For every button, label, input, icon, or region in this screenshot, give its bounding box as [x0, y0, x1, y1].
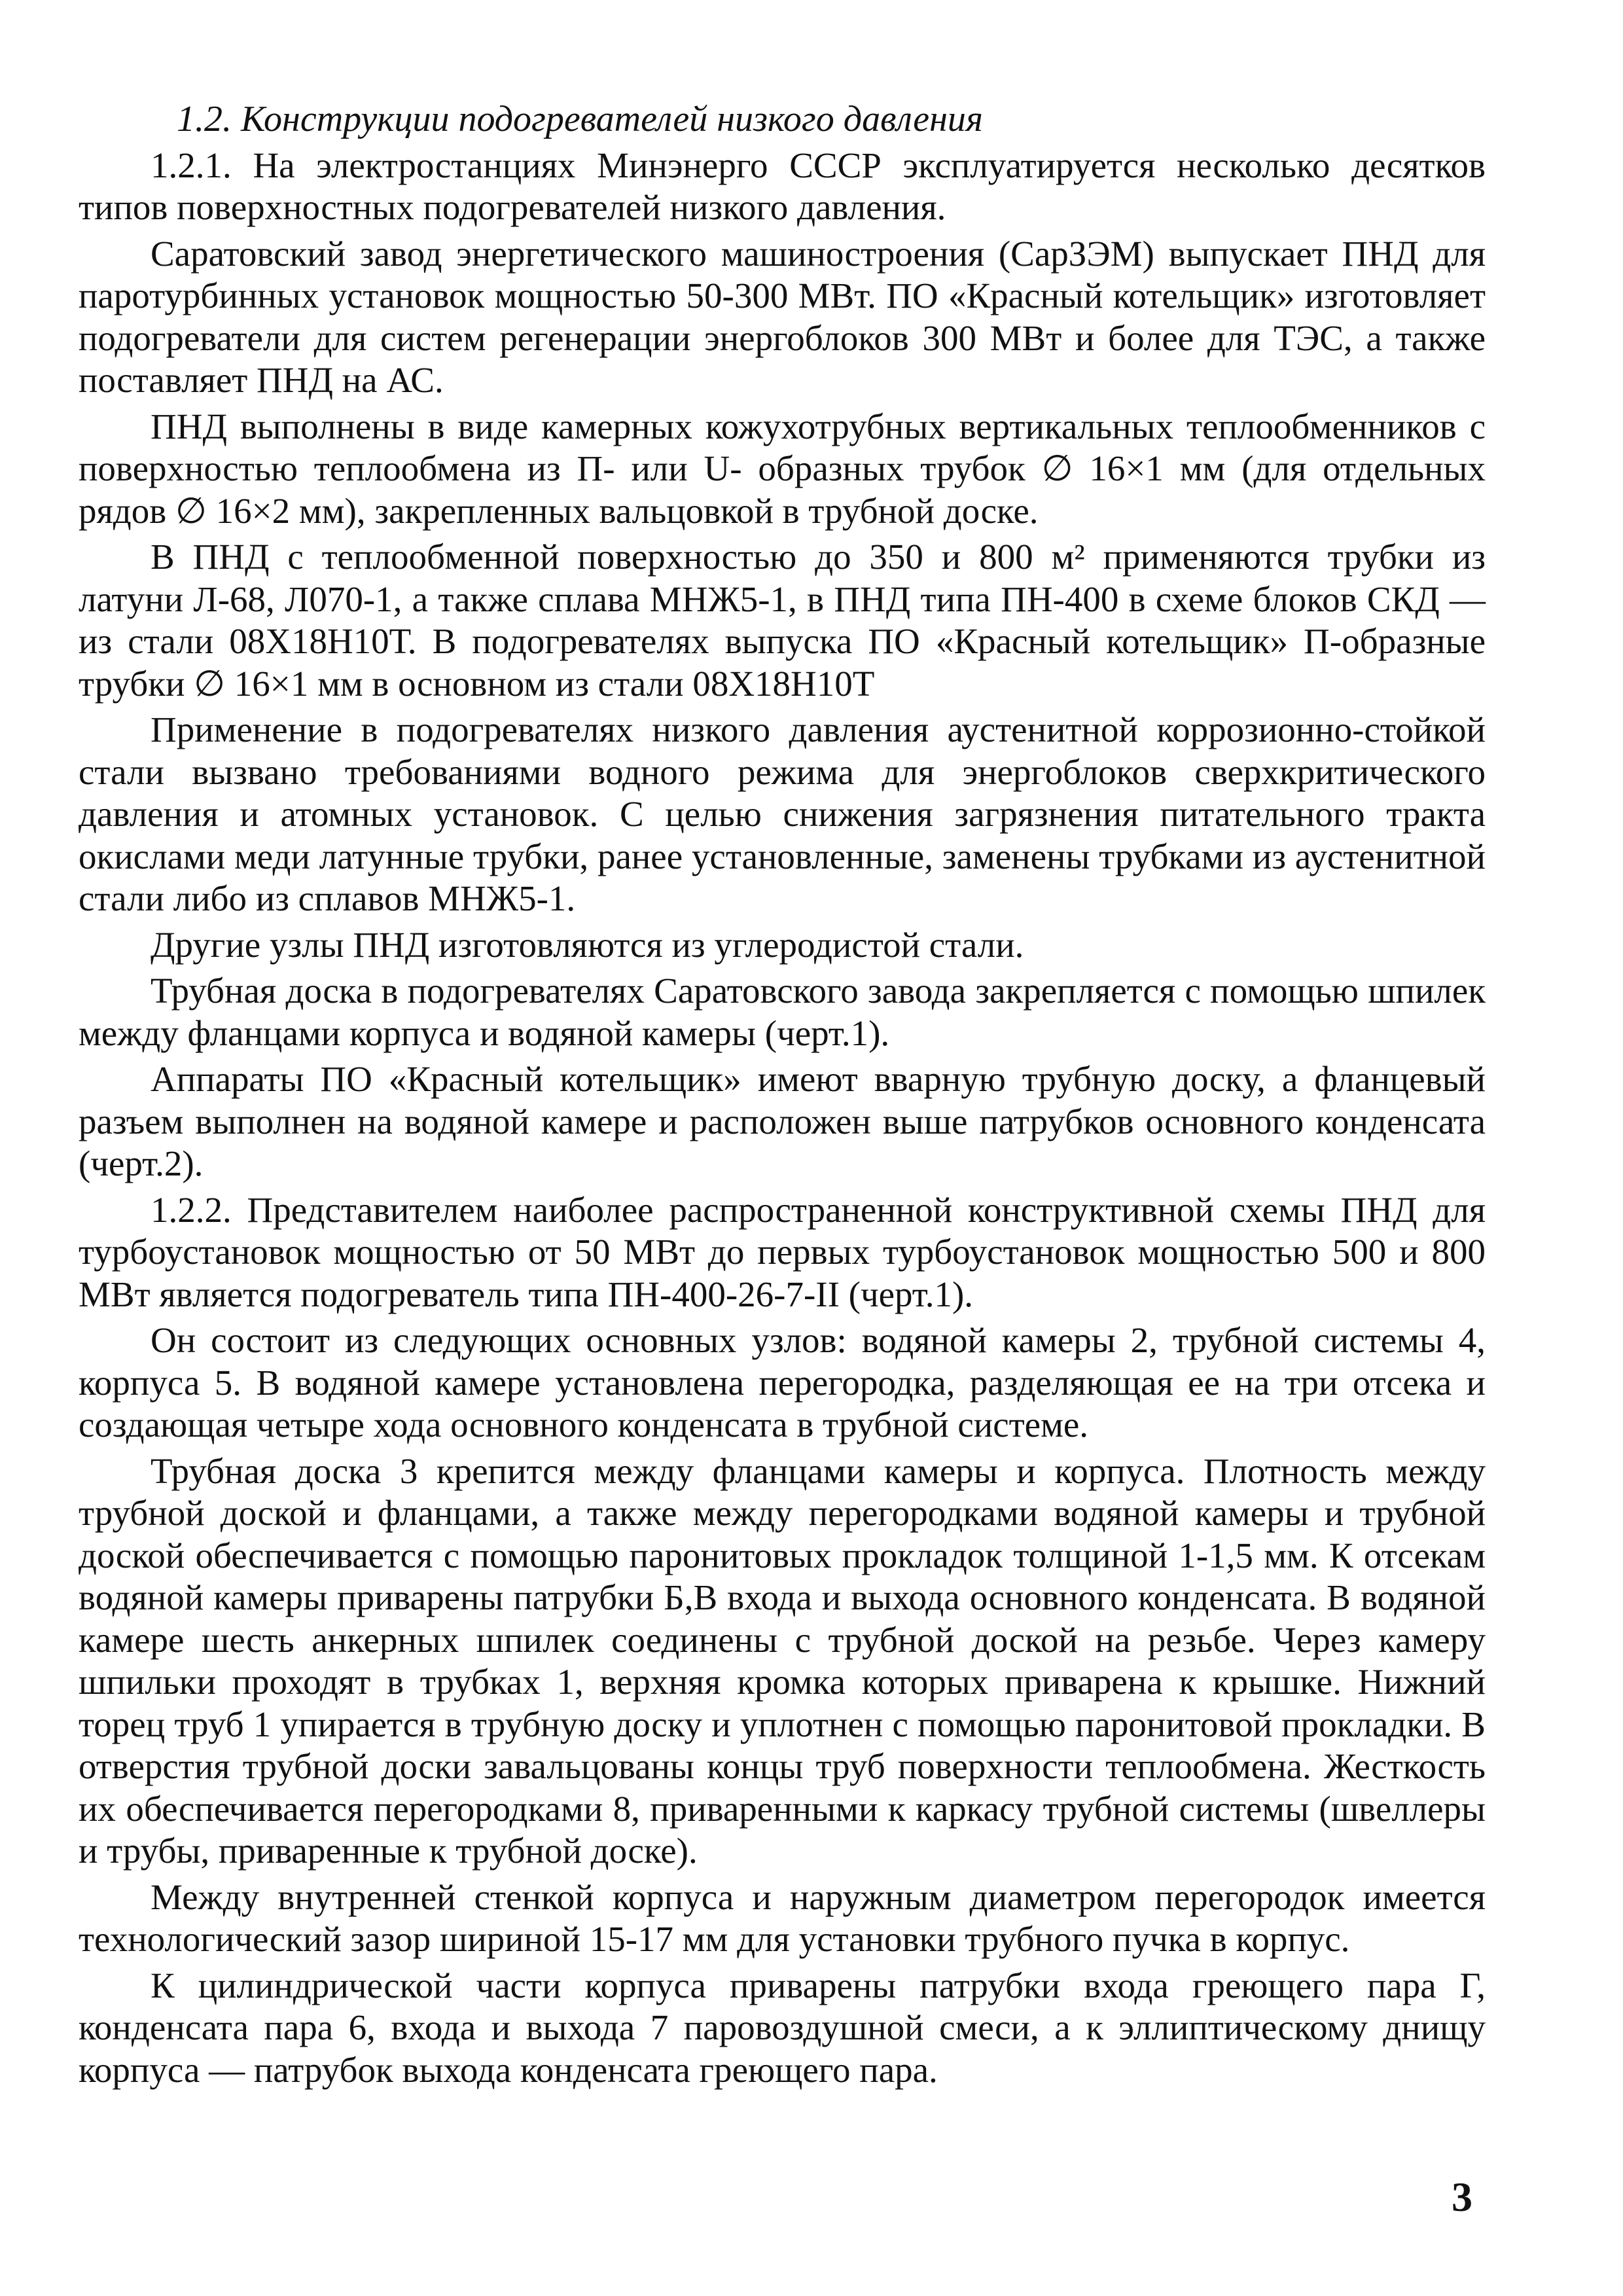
paragraph-5: Применение в подогревателях низкого давления аустенитной коррозионно-стойкой стали вызвано требованиями водного режима для энергоблоков сверхкритического давления и атомных установок. С целью снижения загрязнения питательного тракта окислами меди латунные трубки, ранее установленные, заменены трубками из аустенитной стали либо из сплавов МНЖ5-1.: [79, 709, 1486, 918]
paragraph-11: Трубная доска 3 крепится между фланцами камеры и корпуса. Плотность между трубной доской и фланцами, а также между перегородками водяной камеры и трубной доской обеспечивается с помощью паронитовых прокладок толщиной 1-1,5 мм. К отсекам водяной камеры приварены патрубки Б,В входа и выхода основного конденсата. В водяной камере шесть анкерных шпилек соединены с трубной доской на резьбе. Через камеру шпильки проходят в трубках 1, верхняя кромка которых приварена к крышке. Нижний торец труб 1 упирается в трубную доску и уплотнен с помощью паронитовой прокладки. В отверстия трубной доски завальцованы концы труб поверхности теплообмена. Жесткость их обеспечивается перегородками 8, приваренными к каркасу трубной системы (швеллеры и трубы, приваренные к трубной доске).: [79, 1450, 1486, 1871]
paragraph-2: Саратовский завод энергетического машиностроения (СарЗЭМ) выпускает ПНД для паротурбинных установок мощностью 50-300 МВт. ПО «Красный котельщик» изготовляет подогреватели для систем регенерации энергоблоков 300 МВт и более для ТЭС, а также поставляет ПНД на АС.: [79, 233, 1486, 400]
paragraph-1: 1.2.1. На электростанциях Минэнерго СССР эксплуатируется несколько десятков типов поверхностных подогревателей низкого давления.: [79, 145, 1486, 227]
paragraph-9: 1.2.2. Представителем наиболее распространенной конструктивной схемы ПНД для турбоустановок мощностью от 50 МВт до первых турбоустановок мощностью 500 и 800 МВт является подогреватель типа ПН-400-26-7-II (черт.1).: [79, 1189, 1486, 1314]
paragraph-3: ПНД выполнены в виде камерных кожухотрубных вертикальных теплообменников с поверхностью теплообмена из П- или U- образных трубок ∅ 16×1 мм (для отдельных рядов ∅ 16×2 мм), закрепленных вальцовкой в трубной доске.: [79, 406, 1486, 531]
paragraph-12: Между внутренней стенкой корпуса и наружным диаметром перегородок имеется технологический зазор шириной 15-17 мм для установки трубного пучка в корпус.: [79, 1876, 1486, 1959]
paragraph-4: В ПНД с теплообменной поверхностью до 350 и 800 м² применяются трубки из латуни Л-68, Л070-1, а также сплава МНЖ5-1, в ПНД типа ПН-400 в схеме блоков СКД — из стали 08Х18Н10Т. В подогревателях выпуска ПО «Красный котельщик» П-образные трубки ∅ 16×1 мм в основном из стали 08Х18Н10Т: [79, 537, 1486, 704]
page-number: 3: [1452, 2174, 1472, 2220]
paragraph-13: К цилиндрической части корпуса приварены патрубки входа греющего пара Г, конденсата пара 6, входа и выхода 7 паровоздушной смеси, а к эллиптическому днищу корпуса — патрубок выхода конденсата греющего пара.: [79, 1965, 1486, 2090]
paragraph-6: Другие узлы ПНД изготовляются из углеродистой стали.: [151, 924, 1024, 965]
section-heading: 1.2. Конструкции подогревателей низкого давления: [177, 99, 983, 139]
paragraph-7: Трубная доска в подогревателях Саратовского завода закрепляется с помощью шпилек между фланцами корпуса и водяной камеры (черт.1).: [79, 971, 1486, 1053]
document-page: [79, 98, 1486, 2095]
paragraph-10: Он состоит из следующих основных узлов: водяной камеры 2, трубной системы 4, корпуса 5. В водяной камере установлена перегородка, разделяющая ее на три отсека и создающая четыре хода основного конденсата в трубной системе.: [79, 1320, 1486, 1444]
paragraph-8: Аппараты ПО «Красный котельщик» имеют вварную трубную доску, а фланцевый разъем выполнен на водяной камере и расположен выше патрубков основного конденсата (черт.2).: [79, 1059, 1486, 1183]
